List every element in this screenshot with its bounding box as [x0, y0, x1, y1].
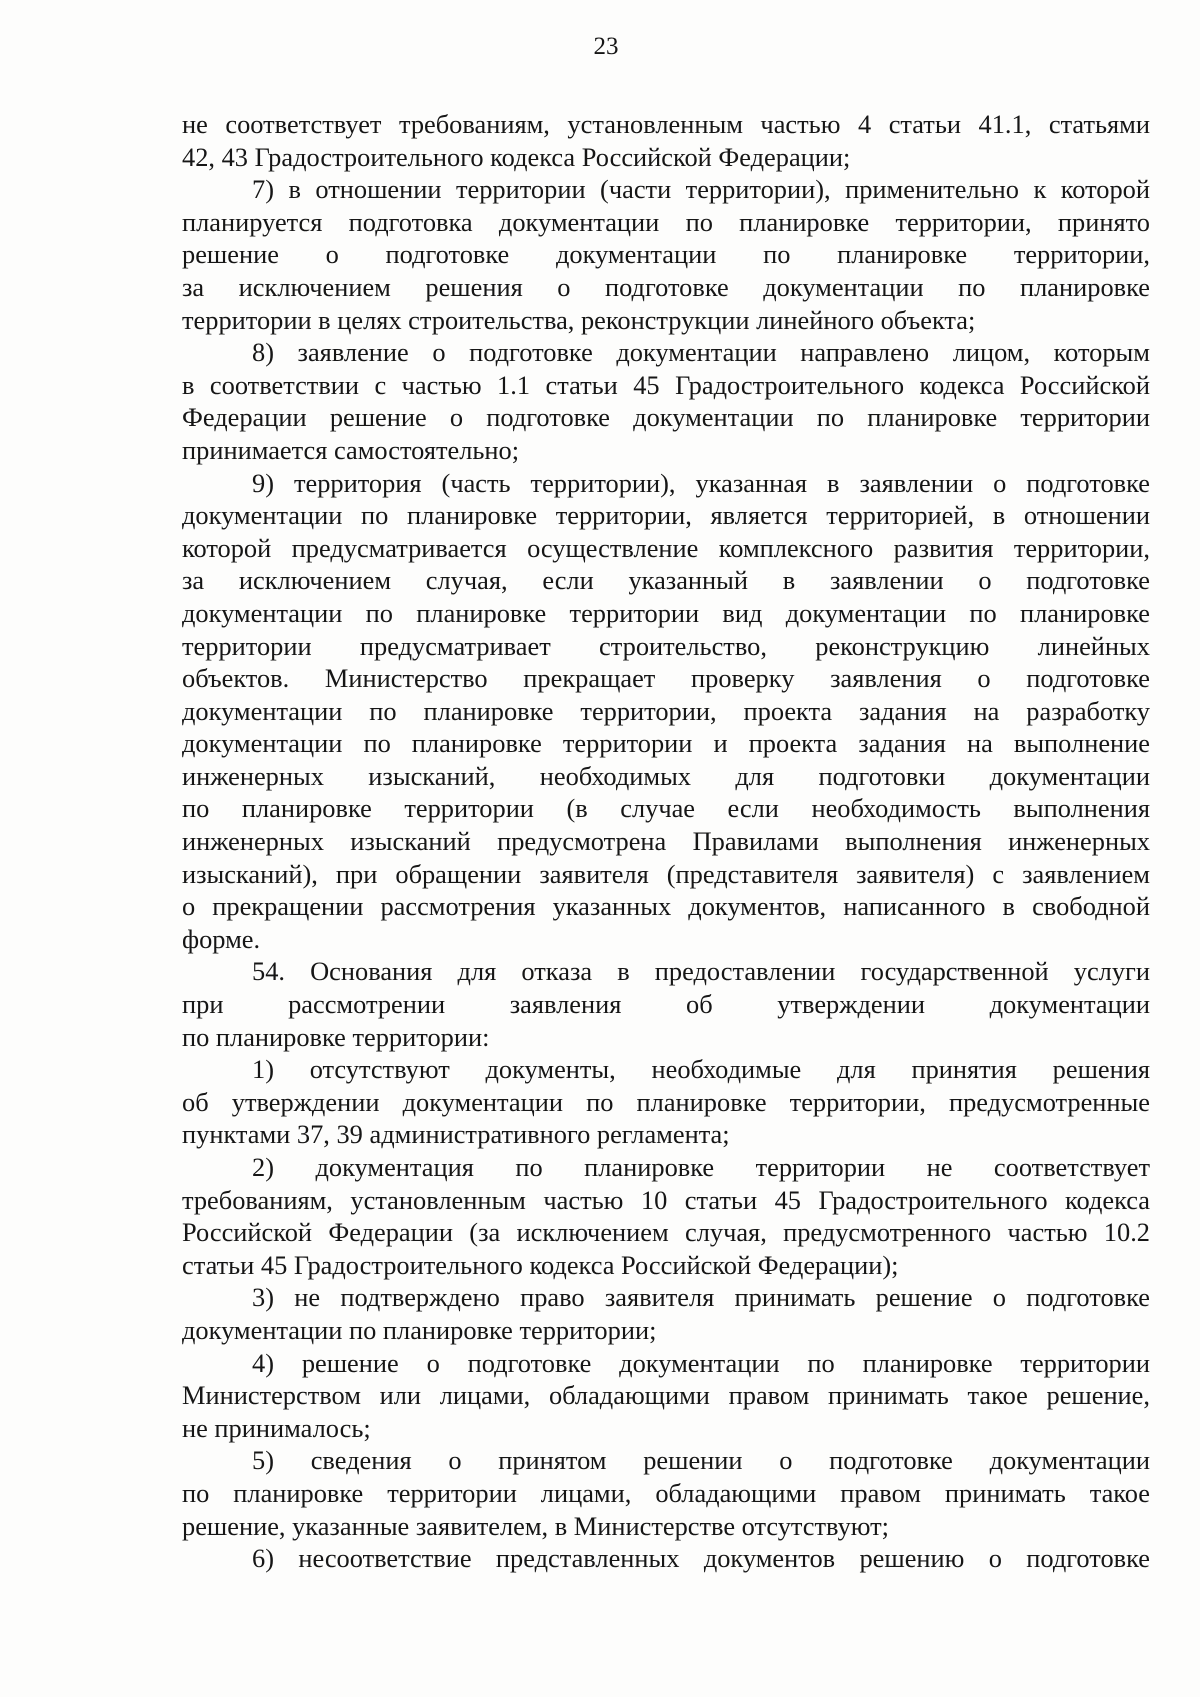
text-line: документации по планировке территории и проекта задания на выполнение — [182, 728, 1150, 759]
paragraph — [182, 1444, 1150, 1542]
paragraph — [182, 955, 1150, 1053]
paragraph — [182, 1053, 1150, 1151]
text-line: 2) документация по планировке территории не соответствует — [252, 1152, 1150, 1182]
text-line: инженерных изысканий предусмотрена Правилами выполнения инженерных — [182, 826, 1150, 857]
text-line: 54. Основания для отказа в предоставлении государственной услуги — [252, 956, 1150, 987]
text-line: 5) сведения о принятом решении о подготовке документации — [252, 1445, 1150, 1476]
text-line: объектов. Министерство прекращает проверку заявления о подготовке — [182, 663, 1150, 694]
text-line: документации по планировке территории, проекта задания на разработку — [182, 695, 1150, 726]
text-line: Федерации решение о подготовке документации по планировке территории — [182, 402, 1150, 433]
text-line: Министерством или лицами, обладающими правом принимать такое решение, — [182, 1380, 1150, 1411]
text-line: за исключением случая, если указанный в заявлении о подготовке — [182, 565, 1150, 596]
text-line: не соответствует требованиям, установленным частью 4 статьи 41.1, статьями — [182, 109, 1150, 139]
text-line: принимается самостоятельно; — [182, 434, 520, 465]
text-line: 9) территория (часть территории), указанная в заявлении о подготовке — [252, 467, 1150, 498]
text-line: 4) решение о подготовке документации по планировке территории — [252, 1347, 1150, 1378]
document-body — [182, 108, 1150, 1575]
text-line: статьи 45 Градостроительного кодекса Российской Федерации); — [182, 1249, 899, 1280]
text-line: не принималось; — [182, 1412, 371, 1443]
text-line: 7) в отношении территории (части территории), применительно к которой — [252, 174, 1150, 205]
text-line: документации по планировке территории, является территорией, в отношении — [182, 500, 1150, 531]
text-line: Российской Федерации (за исключением случая, предусмотренного частью 10.2 — [182, 1217, 1150, 1248]
text-line: планируется подготовка документации по планировке территории, принято — [182, 206, 1150, 237]
text-line: 8) заявление о подготовке документации направлено лицом, которым — [252, 337, 1150, 368]
text-line: 3) не подтверждено право заявителя принимать решение о подготовке — [252, 1282, 1150, 1313]
paragraph — [182, 173, 1150, 336]
paragraph — [182, 1151, 1150, 1281]
text-line: об утверждении документации по планировке территории, предусмотренные — [182, 1086, 1150, 1117]
paragraph — [182, 336, 1150, 466]
text-line: о прекращении рассмотрения указанных документов, написанного в свободной — [182, 891, 1150, 922]
text-line: территории предусматривает строительство, реконструкцию линейных — [182, 630, 1150, 661]
text-line: 1) отсутствуют документы, необходимые для принятия решения — [252, 1054, 1150, 1085]
text-line: за исключением решения о подготовке документации по планировке — [182, 271, 1150, 302]
text-line: по планировке территории лицами, обладающими правом принимать такое — [182, 1477, 1150, 1508]
text-line: пунктами 37, 39 административного регламента; — [182, 1119, 730, 1150]
text-line: территории в целях строительства, реконструкции линейного объекта; — [182, 304, 976, 335]
text-line: в соответствии с частью 1.1 статьи 45 Градостроительного кодекса Российской — [182, 369, 1150, 400]
text-line: решение, указанные заявителем, в Министерстве отсутствуют; — [182, 1510, 890, 1541]
text-line: документации по планировке территории; — [182, 1314, 657, 1345]
text-line: документации по планировке территории вид документации по планировке — [182, 597, 1150, 628]
paragraph — [182, 467, 1150, 956]
text-line: которой предусматривается осуществление комплексного развития территории, — [182, 532, 1150, 563]
paragraph — [182, 1542, 1150, 1575]
text-line: при рассмотрении заявления об утверждении документации — [182, 989, 1150, 1020]
page-number: 23 — [593, 33, 619, 60]
text-line: инженерных изысканий, необходимых для подготовки документации — [182, 760, 1150, 791]
paragraph — [182, 108, 1150, 173]
text-line: решение о подготовке документации по планировке территории, — [182, 239, 1150, 270]
text-line: форме. — [182, 923, 261, 954]
text-line: по планировке территории (в случае если необходимость выполнения — [182, 793, 1150, 824]
text-line: 42, 43 Градостроительного кодекса Российской Федерации; — [182, 141, 851, 172]
paragraph — [182, 1281, 1150, 1346]
text-line: по планировке территории: — [182, 1021, 490, 1052]
paragraph — [182, 1347, 1150, 1445]
text-line: требованиям, установленным частью 10 статьи 45 Градостроительного кодекса — [182, 1184, 1150, 1215]
text-line: изысканий), при обращении заявителя (представителя заявителя) с заявлением — [182, 858, 1150, 889]
text-line: 6) несоответствие представленных документов решению о подготовке — [252, 1543, 1150, 1574]
